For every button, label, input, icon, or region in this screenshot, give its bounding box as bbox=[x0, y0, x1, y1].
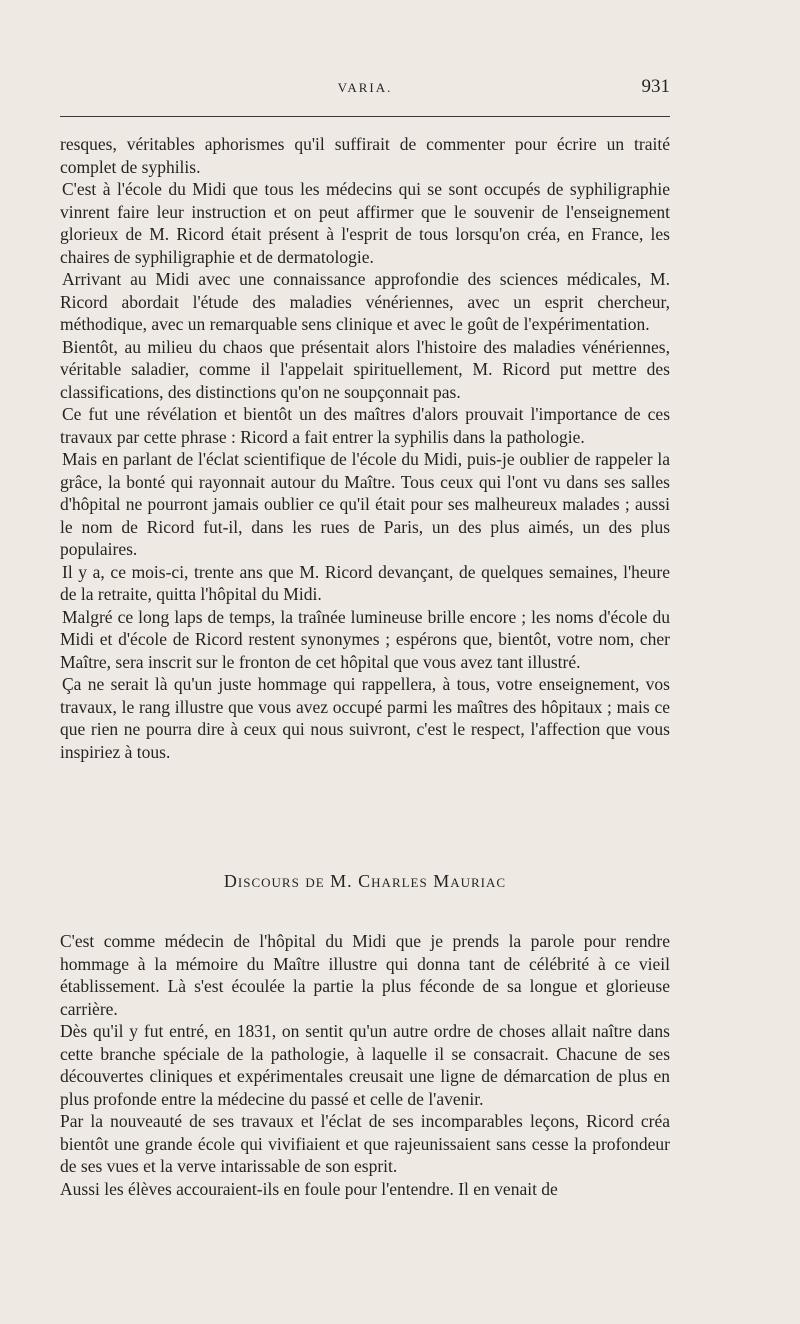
paragraph: C'est à l'école du Midi que tous les médecins qui se sont occupés de syphiligraphie vinrent faire leur instruction et on peut affirmer que le souvenir de l'enseignement glorieux de M. Ricord était présent à l'esprit de tous lorsqu'on créa, en France, les chaires de syphiligraphie et de dermatologie. bbox=[60, 179, 670, 267]
paragraph: Arrivant au Midi avec une connaissance approfondie des sciences médicales, M. Ricord abordait l'étude des maladies vénériennes, avec un esprit chercheur, méthodique, avec un remarquable sens clinique et avec le goût de l'expérimentation. bbox=[60, 269, 670, 334]
paragraph: Mais en parlant de l'éclat scientifique de l'école du Midi, puis-je oublier de rappeler la grâce, la bonté qui rayonnait autour du Maître. Tous ceux qui l'ont vu dans ses salles d'hôpital ne pourront jamais oublier ce qu'il était pour ses malheureux malades ; aussi le nom de Ricord fut-il, dans les rues de Paris, un des plus aimés, un des plus populaires. bbox=[60, 449, 670, 559]
running-title: VARIA. bbox=[337, 80, 393, 95]
paragraph: resques, véritables aphorismes qu'il suffirait de commenter pour écrire un traité complet de syphilis. bbox=[60, 134, 670, 177]
section-title: Discours de M. Charles Mauriac bbox=[223, 871, 507, 891]
paragraph: Ce fut une révélation et bientôt un des maîtres d'alors prouvait l'importance de ces travaux par cette phrase : Ricord a fait entrer la syphilis dans la pathologie. bbox=[60, 404, 670, 447]
page-header bbox=[60, 76, 670, 106]
paragraph: Par la nouveauté de ses travaux et l'éclat de ses incomparables leçons, Ricord créa bientôt une grande école qui vivifiaient et que rajeunissaient sans cesse la profondeur de ses vues et la verve intarissable de son esprit. bbox=[60, 1111, 670, 1176]
paragraph: Malgré ce long laps de temps, la traînée lumineuse brille encore ; les noms d'école du Midi et d'école de Ricord restent synonymes ; espérons que, bientôt, votre nom, cher Maître, sera inscrit sur le fronton de cet hôpital que vous avez tant illustré. bbox=[60, 606, 670, 672]
paragraph: Il y a, ce mois-ci, trente ans que M. Ricord devançant, de quelques semaines, l'heure de la retraite, quitta l'hôpital du Midi. bbox=[60, 561, 670, 604]
paragraph: Aussi les élèves accouraient-ils en foule pour l'entendre. Il en venait de bbox=[60, 1178, 558, 1199]
paragraph: Dès qu'il y fut entré, en 1831, on sentit qu'un autre ordre de choses allait naître dans cette branche spéciale de la pathologie, à laquelle il se consacrait. Chacune de ses découvertes cliniques et expérimentales creusait une ligne de démarcation de plus en plus profonde entre la médecine du passé et celle de l'avenir. bbox=[60, 1021, 670, 1109]
page-number: 931 bbox=[641, 76, 670, 97]
header-rule bbox=[60, 116, 670, 117]
paragraph: C'est comme médecin de l'hôpital du Midi que je prends la parole pour rendre hommage à la mémoire du Maître illustre qui donna tant de célébrité à ce vieil établissement. Là s'est écoulée la partie la plus féconde de sa longue et glorieuse carrière. bbox=[60, 931, 670, 1019]
paragraph: Ça ne serait là qu'un juste hommage qui rappellera, à tous, votre enseignement, vos travaux, le rang illustre que vous avez occupé parmi les maîtres des hôpitaux ; mais ce que rien ne pourra dire à ceux qui nous suivront, c'est le respect, l'affection que vous inspiriez à tous. bbox=[60, 674, 670, 762]
paragraph: Bientôt, au milieu du chaos que présentait alors l'histoire des maladies vénériennes, véritable saladier, comme il l'appelait spirituellement, M. Ricord put mettre des classifications, des distinctions qu'on ne soupçonnait pas. bbox=[60, 336, 670, 402]
body-text-upper bbox=[60, 133, 670, 763]
body-text-lower bbox=[60, 930, 670, 1200]
